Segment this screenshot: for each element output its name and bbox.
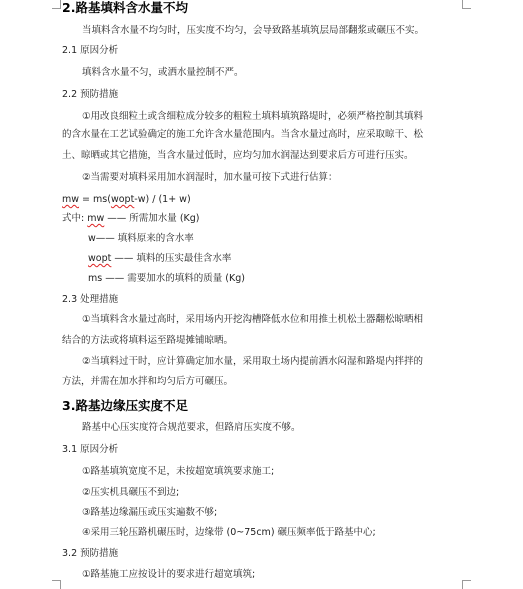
paragraph-line: 结合的方法或将填料运至路堤摊铺晾晒。 bbox=[62, 335, 234, 346]
paragraph-line: ①当填料含水量过高时，采用场内开挖沟槽降低水位和用推土机松土器翻松晾晒相 bbox=[82, 314, 424, 325]
list-item: ①路基填筑宽度不足，未按超宽填筑要求施工; bbox=[82, 466, 275, 477]
paragraph-line: 的含水量在工艺试验确定的施工允许含水量范围内。当含水量过高时，应采取晾干、松 bbox=[62, 129, 424, 140]
subheading: 2.2 预防措施 bbox=[62, 89, 119, 100]
paragraph-line: 方法，并需在加水拌和均匀后方可碾压。 bbox=[62, 376, 234, 387]
paragraph-line: 土、晾晒或其它措施，当含水量过低时，应均匀加水润湿达到要求后方可进行压实。 bbox=[62, 150, 414, 161]
definition-label: 式中: bbox=[62, 213, 88, 224]
list-item: ③路基边缘漏压或压实遍数不够; bbox=[82, 507, 218, 518]
section-heading: 3.路基边缘压实度不足 bbox=[62, 398, 188, 413]
formula-symbol: wopt bbox=[110, 194, 135, 205]
subheading: 3.2 预防措施 bbox=[62, 548, 119, 559]
list-item: ①路基施工应按设计的要求进行超宽填筑; bbox=[82, 569, 256, 580]
formula-text: -w) / (1+ w) bbox=[134, 194, 191, 205]
paragraph-line: ②当填料过干时，应计算确定加水量，采用取土场内提前洒水闷湿和路堤内拌拌的 bbox=[82, 356, 424, 367]
formula-definition: w—— 填料原来的含水率 bbox=[88, 233, 194, 244]
page-corner-mark bbox=[462, 0, 471, 9]
definition-text: —— 填料的压实最佳含水率 bbox=[111, 253, 232, 264]
formula-symbol: wopt bbox=[88, 253, 112, 264]
formula-symbol: mw bbox=[62, 194, 80, 205]
formula bbox=[62, 193, 191, 206]
formula-text: = ms( bbox=[79, 194, 111, 205]
subheading: 2.1 原因分析 bbox=[62, 45, 119, 56]
list-item: ④采用三轮压路机碾压时，边缘带 (0~75cm) 碾压频率低于路基中心; bbox=[82, 527, 376, 538]
paragraph: 路基中心压实度符合规范要求，但路肩压实度不够。 bbox=[82, 422, 301, 433]
page-corner-mark bbox=[52, 0, 61, 9]
formula-definition bbox=[62, 212, 200, 225]
list-item: ②压实机具碾压不到边; bbox=[82, 487, 180, 498]
subheading: 3.1 原因分析 bbox=[62, 444, 119, 455]
paragraph-line: ①用改良细粒土或含细粒成分较多的粗粒土填料填筑路堤时，必须严格控制其填料 bbox=[82, 111, 424, 122]
formula-definition bbox=[88, 252, 231, 265]
paragraph-line: ②当需要对填料采用加水润湿时，加水量可按下式进行估算： bbox=[82, 172, 338, 183]
formula-symbol: mw bbox=[87, 213, 105, 224]
section-heading: 2.路基填料含水量不均 bbox=[62, 0, 188, 15]
formula-definition: ms —— 需要加水的填料的质量 (Kg) bbox=[88, 273, 245, 284]
paragraph: 填料含水量不匀，或洒水量控制不严。 bbox=[82, 67, 244, 78]
subheading: 2.3 处理措施 bbox=[62, 294, 119, 305]
paragraph: 当填料含水量不均匀时，压实度不均匀，会导致路基填筑层局部翻浆或碾压不实。 bbox=[82, 25, 425, 36]
definition-text: —— 所需加水量 (Kg) bbox=[104, 213, 200, 224]
